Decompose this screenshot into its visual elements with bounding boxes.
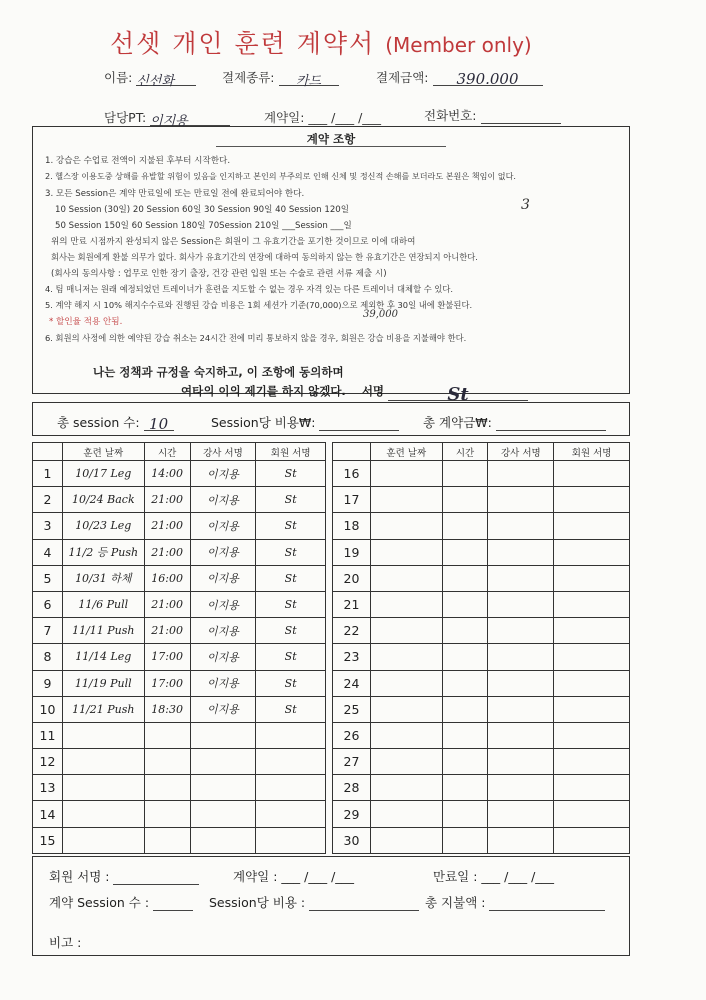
row-number: 11: [33, 722, 63, 748]
date-cell[interactable]: [370, 513, 442, 539]
time-cell[interactable]: [442, 696, 488, 722]
time-cell[interactable]: [442, 827, 488, 853]
member-sign-cell[interactable]: St: [256, 513, 326, 539]
term-5-note: 39,000: [363, 309, 398, 320]
table-row: [333, 722, 630, 748]
session-summary: 총 session 수: 10 Session당 비용₩: 총 계약금₩:: [32, 402, 630, 436]
date-cell[interactable]: 11/21 Push: [62, 696, 144, 722]
trainer-input[interactable]: 이지용: [150, 110, 230, 126]
member-sign-cell[interactable]: St: [256, 696, 326, 722]
table-row: [333, 539, 630, 565]
date-cell[interactable]: 10/17 Leg: [62, 461, 144, 487]
time-cell[interactable]: 17:00: [144, 670, 190, 696]
member-sign-cell[interactable]: [256, 801, 326, 827]
col-time: 시간: [442, 443, 488, 461]
date-cell[interactable]: [370, 670, 442, 696]
row-number: 16: [333, 461, 371, 487]
row-number: 23: [333, 644, 371, 670]
footer-contract-date-input[interactable]: ___ /___ /___: [281, 869, 355, 884]
contract-date-input[interactable]: ___ /___ /___: [308, 110, 382, 125]
row-number: 22: [333, 618, 371, 644]
trainer-sign-cell[interactable]: 이지용: [190, 539, 256, 565]
term-3-d: 회사는 회원에게 환불 의무가 없다. 회사가 유효기간의 연장에 대하여 동의하지 않는 한 유효기간은 연장되지 아니한다.: [51, 252, 478, 262]
time-cell[interactable]: 17:00: [144, 644, 190, 670]
row-number: 10: [33, 696, 63, 722]
date-cell[interactable]: [370, 461, 442, 487]
term-2: 2. 헬스장 이용도중 상해를 유발할 위험이 있음을 인지하고 본인의 부주의로 인해 신체 및 정신적 손해를 보더라도 본원은 책임이 없다.: [45, 171, 516, 181]
term-3-sessions-a: 10 Session (30일) 20 Session 60일 30 Session 90일 40 Session 120일: [55, 205, 350, 215]
member-sign-cell[interactable]: St: [256, 644, 326, 670]
date-cell[interactable]: 11/11 Push: [62, 618, 144, 644]
date-cell[interactable]: [370, 749, 442, 775]
trainer-sign-cell[interactable]: [488, 487, 554, 513]
name-input[interactable]: 신선화: [136, 70, 196, 86]
col-time: 시간: [144, 443, 190, 461]
date-cell[interactable]: [370, 722, 442, 748]
member-sign-cell[interactable]: [256, 722, 326, 748]
time-cell[interactable]: [442, 801, 488, 827]
time-cell[interactable]: [442, 487, 488, 513]
date-cell[interactable]: 10/24 Back: [62, 487, 144, 513]
phone-input[interactable]: [481, 108, 561, 124]
member-sign-cell[interactable]: St: [256, 565, 326, 591]
term-6: 6. 회원의 사정에 의한 예약된 강습 취소는 24시간 전에 미리 통보하지 않을 경우, 회원은 강습 비용을 지불해야 한다.: [45, 333, 467, 343]
date-cell[interactable]: 11/6 Pull: [62, 591, 144, 617]
row-number: 6: [33, 591, 63, 617]
trainer-sign-cell[interactable]: [488, 696, 554, 722]
trainer-sign-cell[interactable]: [488, 565, 554, 591]
member-sign-cell[interactable]: [554, 644, 630, 670]
member-sign-cell[interactable]: [554, 591, 630, 617]
time-cell[interactable]: 18:30: [144, 696, 190, 722]
row-number: 29: [333, 801, 371, 827]
member-sign-cell[interactable]: [554, 749, 630, 775]
row-number: 26: [333, 722, 371, 748]
footer-total-pay-input[interactable]: [489, 895, 605, 911]
trainer-sign-cell[interactable]: [488, 461, 554, 487]
row-number: 21: [333, 591, 371, 617]
table-row: [333, 801, 630, 827]
time-cell[interactable]: [442, 749, 488, 775]
footer-note-label: 비고 :: [49, 935, 82, 950]
trainer-sign-cell[interactable]: 이지용: [190, 591, 256, 617]
table-row: [33, 722, 326, 748]
member-sign-cell[interactable]: [554, 827, 630, 853]
trainer-sign-cell[interactable]: [190, 801, 256, 827]
member-sign-cell[interactable]: [554, 461, 630, 487]
row-number: 30: [333, 827, 371, 853]
footer-box: 회원 서명 : 계약일 : ___ /___ /___ 만료일 : ___ /___ /___ 계약 Session 수 : Session당 비용 : 총 지불액 : 비고 :: [32, 856, 630, 956]
table-row: [33, 644, 326, 670]
trainer-sign-cell[interactable]: [488, 749, 554, 775]
trainer-field: 담당PT: 이지용: [104, 108, 230, 126]
term-3: 3. 모든 Session은 계약 만료일에 또는 만료일 전에 완료되어야 한다.: [45, 189, 305, 199]
trainer-sign-cell[interactable]: [190, 827, 256, 853]
amount-input[interactable]: 390.000: [433, 70, 543, 86]
name-field: 이름: 신선화: [104, 68, 196, 86]
member-sign-cell[interactable]: [554, 696, 630, 722]
trainer-sign-cell[interactable]: 이지용: [190, 670, 256, 696]
member-sign-cell[interactable]: St: [256, 591, 326, 617]
table-row: [333, 670, 630, 696]
date-cell[interactable]: 11/19 Pull: [62, 670, 144, 696]
time-cell[interactable]: 21:00: [144, 591, 190, 617]
row-number: 28: [333, 775, 371, 801]
date-cell[interactable]: [62, 722, 144, 748]
time-cell[interactable]: [442, 775, 488, 801]
term-4: 4. 팀 매니저는 원래 예정되었던 트레이너가 훈련을 지도할 수 없는 경우 자격 있는 다른 트레이너 대체할 수 있다.: [45, 284, 454, 294]
member-sign-cell[interactable]: [554, 775, 630, 801]
time-cell[interactable]: [442, 591, 488, 617]
row-number: 13: [33, 775, 63, 801]
footer-member-sign-input[interactable]: [113, 869, 199, 885]
title-text: 선셋 개인 훈련 계약서: [110, 29, 376, 58]
time-cell[interactable]: 21:00: [144, 513, 190, 539]
per-session-cost-input[interactable]: [319, 415, 399, 431]
date-cell[interactable]: [370, 644, 442, 670]
row-number: 9: [33, 670, 63, 696]
time-cell[interactable]: [442, 670, 488, 696]
table-row: [333, 618, 630, 644]
date-cell[interactable]: [62, 827, 144, 853]
amount-field: 결제금액: 390.000: [376, 68, 543, 86]
time-cell[interactable]: [442, 565, 488, 591]
trainer-sign-cell[interactable]: [190, 775, 256, 801]
date-cell[interactable]: 10/23 Leg: [62, 513, 144, 539]
time-cell[interactable]: 21:00: [144, 539, 190, 565]
total-session-input[interactable]: 10: [144, 415, 174, 431]
table-row: [33, 618, 326, 644]
table-row: [33, 461, 326, 487]
paytype-field: 결제종류: 카드: [222, 68, 339, 86]
time-cell[interactable]: [144, 827, 190, 853]
trainer-sign-cell[interactable]: [190, 749, 256, 775]
col-trainer-sign: 강사 서명: [488, 443, 554, 461]
row-number: 24: [333, 670, 371, 696]
date-cell[interactable]: [370, 591, 442, 617]
trainer-sign-cell[interactable]: 이지용: [190, 696, 256, 722]
trainer-sign-cell[interactable]: [488, 513, 554, 539]
member-sign-cell[interactable]: St: [256, 461, 326, 487]
row-number: 25: [333, 696, 371, 722]
footer-expiry-input[interactable]: ___ /___ /___: [481, 869, 555, 884]
date-cell[interactable]: [370, 565, 442, 591]
table-row: [333, 591, 630, 617]
table-row: [333, 749, 630, 775]
member-sign-cell[interactable]: [256, 827, 326, 853]
date-cell[interactable]: 10/31 하체: [62, 565, 144, 591]
table-row: [33, 539, 326, 565]
table-row: [33, 670, 326, 696]
table-row: [333, 461, 630, 487]
date-cell[interactable]: [370, 827, 442, 853]
row-number: 8: [33, 644, 63, 670]
table-row: [33, 801, 326, 827]
member-sign-cell[interactable]: [554, 670, 630, 696]
contract-date-field: 계약일: ___ /___ /___: [264, 110, 382, 125]
row-number: 1: [33, 461, 63, 487]
row-number: 19: [333, 539, 371, 565]
table-row: [33, 827, 326, 853]
date-cell[interactable]: [370, 539, 442, 565]
time-cell[interactable]: [144, 722, 190, 748]
date-cell[interactable]: [370, 618, 442, 644]
time-cell[interactable]: [442, 618, 488, 644]
table-row: [333, 513, 630, 539]
contract-total-input[interactable]: [496, 415, 606, 431]
paytype-input[interactable]: 카드: [279, 70, 339, 86]
trainer-sign-cell[interactable]: [488, 591, 554, 617]
table-row: [33, 749, 326, 775]
trainer-sign-cell[interactable]: [488, 644, 554, 670]
date-cell[interactable]: 11/2 등 Push: [62, 539, 144, 565]
table-row: [33, 775, 326, 801]
term-3-note: 3: [521, 197, 530, 213]
time-cell[interactable]: [442, 644, 488, 670]
col-date: 훈련 날짜: [370, 443, 442, 461]
table-row: [33, 487, 326, 513]
terms-box: [32, 126, 630, 405]
trainer-sign-cell[interactable]: [488, 801, 554, 827]
trainer-sign-cell[interactable]: 이지용: [190, 461, 256, 487]
page-title: [110, 24, 630, 60]
training-log-left: [32, 442, 326, 854]
time-cell[interactable]: [442, 539, 488, 565]
training-log-right: [332, 442, 630, 854]
agreement-text: 나는 정책과 규정을 숙지하고, 이 조항에 동의하며 여타의 이의 제기를 하지 않겠다. 서명 St: [93, 363, 528, 401]
footer-per-cost-input[interactable]: [309, 895, 419, 911]
member-sign-cell[interactable]: [256, 775, 326, 801]
agreement-signature[interactable]: St: [388, 385, 528, 401]
time-cell[interactable]: 16:00: [144, 565, 190, 591]
col-member-sign: 회원 서명: [554, 443, 630, 461]
date-cell[interactable]: [370, 801, 442, 827]
time-cell[interactable]: [442, 461, 488, 487]
table-row: [333, 696, 630, 722]
term-3-sessions-b: 50 Session 150일 60 Session 180일 70Session 210일 ___Session ___일: [55, 221, 352, 231]
title-subtitle: (Member only): [385, 33, 532, 57]
member-sign-cell[interactable]: [554, 565, 630, 591]
member-sign-cell[interactable]: [554, 513, 630, 539]
table-row: [33, 696, 326, 722]
row-number: 7: [33, 618, 63, 644]
row-number: 20: [333, 565, 371, 591]
table-row: [333, 644, 630, 670]
trainer-sign-cell[interactable]: [488, 722, 554, 748]
table-row: [33, 565, 326, 591]
member-sign-cell[interactable]: [554, 539, 630, 565]
row-number: 2: [33, 487, 63, 513]
table-row: [333, 775, 630, 801]
date-cell[interactable]: [62, 775, 144, 801]
date-cell[interactable]: [62, 749, 144, 775]
phone-field: 전화번호:: [424, 106, 561, 124]
term-5-b: * 할인율 적용 안됨.: [49, 317, 123, 327]
row-number: 14: [33, 801, 63, 827]
trainer-sign-cell[interactable]: [488, 670, 554, 696]
time-cell[interactable]: [442, 722, 488, 748]
col-trainer-sign: 강사 서명: [190, 443, 256, 461]
term-3-e: (회사의 동의사항 : 업무로 인한 장기 출장, 건강 관련 입원 또는 수술로 관련 서류 제출 시): [51, 269, 387, 279]
trainer-sign-cell[interactable]: 이지용: [190, 565, 256, 591]
time-cell[interactable]: [144, 775, 190, 801]
row-number: 15: [33, 827, 63, 853]
date-cell[interactable]: [370, 696, 442, 722]
member-sign-cell[interactable]: [554, 801, 630, 827]
time-cell[interactable]: [144, 749, 190, 775]
trainer-sign-cell[interactable]: [190, 722, 256, 748]
member-sign-cell[interactable]: [554, 618, 630, 644]
row-number: 17: [333, 487, 371, 513]
member-sign-cell[interactable]: [554, 487, 630, 513]
trainer-sign-cell[interactable]: 이지용: [190, 644, 256, 670]
member-sign-cell[interactable]: St: [256, 670, 326, 696]
row-number: 5: [33, 565, 63, 591]
term-3-c: 위의 만료 시점까지 완성되지 않은 Session은 회원이 그 유효기간을 포기한 것이므로 이에 대하여: [51, 237, 416, 247]
table-row: [33, 513, 326, 539]
row-number: 3: [33, 513, 63, 539]
footer-session-count-input[interactable]: [153, 895, 193, 911]
trainer-sign-cell[interactable]: [488, 539, 554, 565]
date-cell[interactable]: [62, 801, 144, 827]
term-1: 1. 강습은 수업료 전액이 지불된 후부터 시작한다.: [45, 156, 231, 166]
table-row: [333, 565, 630, 591]
member-sign-cell[interactable]: St: [256, 487, 326, 513]
date-cell[interactable]: [370, 775, 442, 801]
row-number: 27: [333, 749, 371, 775]
trainer-sign-cell[interactable]: [488, 827, 554, 853]
member-sign-cell[interactable]: St: [256, 539, 326, 565]
time-cell[interactable]: [144, 801, 190, 827]
trainer-sign-cell[interactable]: 이지용: [190, 513, 256, 539]
time-cell[interactable]: 21:00: [144, 618, 190, 644]
trainer-sign-cell[interactable]: [488, 618, 554, 644]
date-cell[interactable]: [370, 487, 442, 513]
time-cell[interactable]: 14:00: [144, 461, 190, 487]
time-cell[interactable]: 21:00: [144, 487, 190, 513]
term-5: 5. 계약 해지 시 10% 해지수수료와 진행된 강습 비용은 1회 세션가 기준(70,000)으로 제외한 후 30일 내에 환불된다.: [45, 300, 473, 310]
member-sign-cell[interactable]: St: [256, 618, 326, 644]
table-row: [33, 591, 326, 617]
row-number: 12: [33, 749, 63, 775]
member-sign-cell[interactable]: [554, 722, 630, 748]
table-row: [333, 827, 630, 853]
row-number: 4: [33, 539, 63, 565]
trainer-sign-cell[interactable]: 이지용: [190, 618, 256, 644]
col-member-sign: 회원 서명: [256, 443, 326, 461]
row-number: 18: [333, 513, 371, 539]
trainer-sign-cell[interactable]: 이지용: [190, 487, 256, 513]
col-date: 훈련 날짜: [62, 443, 144, 461]
time-cell[interactable]: [442, 513, 488, 539]
table-row: [333, 487, 630, 513]
member-sign-cell[interactable]: [256, 749, 326, 775]
date-cell[interactable]: 11/14 Leg: [62, 644, 144, 670]
terms-heading: 계약 조항: [216, 127, 446, 147]
trainer-sign-cell[interactable]: [488, 775, 554, 801]
